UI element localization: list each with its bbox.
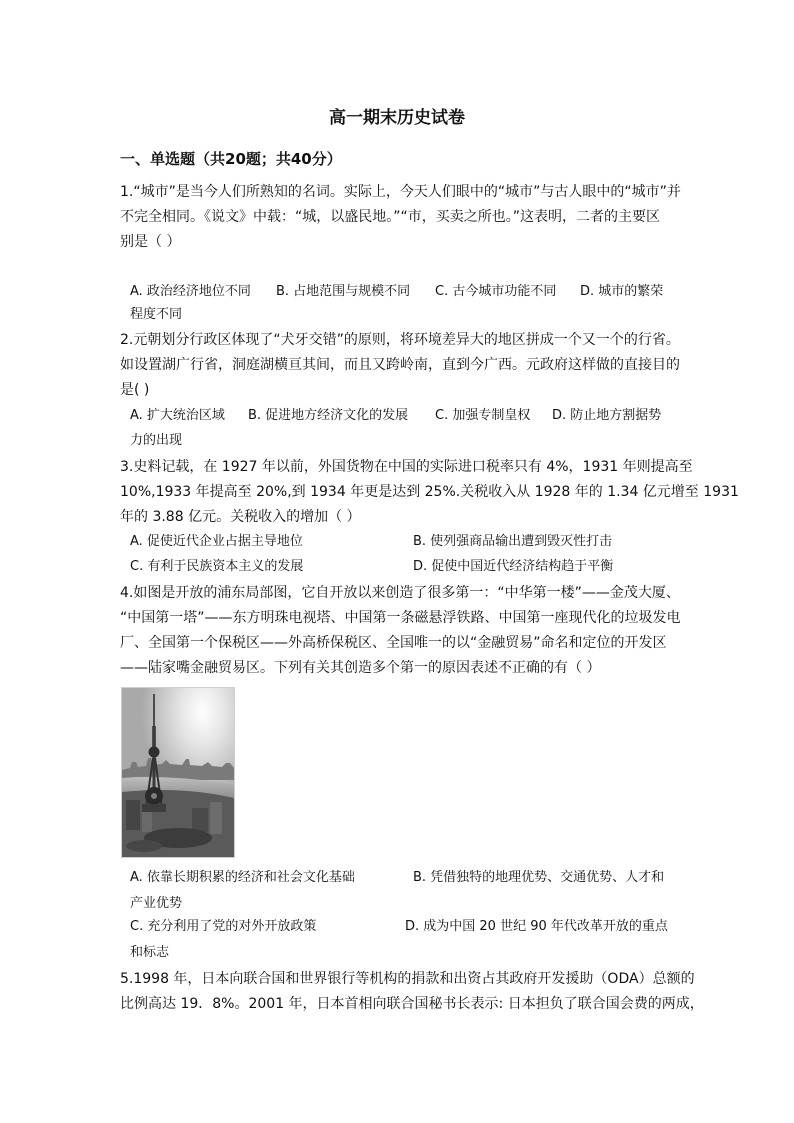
q1-option-b[interactable]: B. 占地范围与规模不同 <box>276 284 411 299</box>
q4-option-a[interactable]: A. 依靠长期积累的经济和社会文化基础 <box>130 870 355 885</box>
q4-line-4: ——陆家嘴金融贸易区。下列有关其创造多个第一的原因表述不正确的有（ ） <box>120 660 601 676</box>
q1-option-d-cont: 程度不同 <box>130 307 183 322</box>
q4-line-1: 4.如图是开放的浦东局部图，它自开放以来创造了很多第一：“中华第一楼”——金茂大厦、 <box>120 585 680 601</box>
q3-option-c[interactable]: C. 有利于民族资本主义的发展 <box>130 559 304 574</box>
pudong-photo <box>121 687 235 858</box>
q4-option-d-cont: 和标志 <box>130 945 170 960</box>
q1-line-2: 不完全相同。《说文》中载：“城，以盛民地。”“市，买卖之所也。”这表明，二者的主要区 <box>120 209 661 225</box>
q1-line-3: 别是（ ） <box>120 234 181 250</box>
q5-line-2: 比例高达 19．8%。2001 年，日本首相向联合国秘书长表示: 日本担负了联合国会费的两成， <box>120 996 704 1012</box>
q2-line-1: 2.元朝划分行政区体现了“犬牙交错”的原则，将环境差异大的地区拼成一个又一个的行省。 <box>120 332 680 348</box>
q2-line-2: 如设置湖广行省，洞庭湖横亘其间，而且又跨岭南，直到今广西。元政府这样做的直接目的 <box>120 357 680 373</box>
q1-option-d[interactable]: D. 城市的繁荣 <box>580 284 664 299</box>
q2-line-3: 是( ) <box>120 382 150 398</box>
q4-line-3: 厂、全国第一个保税区——外高桥保税区、全国唯一的以“金融贸易”命名和定位的开发区 <box>120 635 667 651</box>
exam-title: 高一期末历史试卷 <box>329 108 465 128</box>
q2-option-b[interactable]: B. 促进地方经济文化的发展 <box>248 408 409 423</box>
q3-option-d[interactable]: D. 促使中国近代经济结构趋于平衡 <box>413 559 614 574</box>
section-heading: 一、单选题（共20题；共40分） <box>120 150 342 168</box>
q5-line-1: 5.1998 年，日本向联合国和世界银行等机构的捐款和出资占其政府开发援助（ODA）总额的 <box>120 971 695 987</box>
q3-line-1: 3.史料记载，在 1927 年以前，外国货物在中国的实际进口税率只有 4%，1931 年则提高至 <box>120 459 693 475</box>
q4-option-b-cont: 产业优势 <box>130 896 183 911</box>
q2-option-c[interactable]: C. 加强专制皇权 <box>435 408 531 423</box>
q3-line-2: 10%,1933 年提高至 20%,到 1934 年更是达到 25%.关税收入从 1928 年的 1.34 亿元增至 1931 <box>120 484 739 500</box>
q3-option-a[interactable]: A. 促使近代企业占据主导地位 <box>130 534 303 549</box>
q4-option-b[interactable]: B. 凭借独特的地理优势、交通优势、人才和 <box>413 870 665 885</box>
q3-option-b[interactable]: B. 使列强商品输出遭到毁灭性打击 <box>413 534 613 549</box>
q3-line-3: 年的 3.88 亿元。关税收入的增加（ ） <box>120 509 361 525</box>
q1-option-c[interactable]: C. 古今城市功能不同 <box>435 284 557 299</box>
q4-line-2: “中国第一塔”——东方明珠电视塔、中国第一条磁悬浮铁路、中国第一座现代化的垃圾发电 <box>120 610 681 626</box>
q4-option-d[interactable]: D. 成为中国 20 世纪 90 年代改革开放的重点 <box>405 919 668 934</box>
q1-option-a[interactable]: A. 政治经济地位不同 <box>130 284 251 299</box>
q2-option-d[interactable]: D. 防止地方割据势 <box>552 408 662 423</box>
q4-option-c[interactable]: C. 充分利用了党的对外开放政策 <box>130 919 317 934</box>
q2-option-a[interactable]: A. 扩大统治区域 <box>130 408 225 423</box>
q2-option-d-cont: 力的出现 <box>130 433 183 448</box>
q1-line-1: 1.“城市”是当今人们所熟知的名词。实际上，今天人们眼中的“城市”与古人眼中的“城市”并 <box>120 184 681 200</box>
